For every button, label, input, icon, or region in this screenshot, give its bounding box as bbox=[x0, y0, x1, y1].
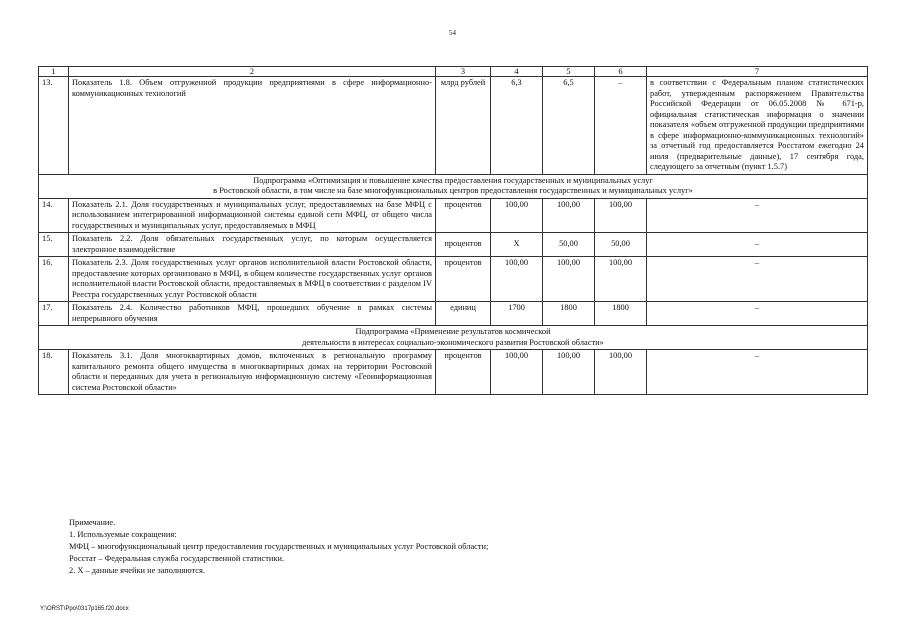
note-cell: – bbox=[647, 257, 868, 302]
table-row bbox=[39, 302, 868, 326]
indicator-name: Показатель 1.8. Объем отгруженной продукции предприятиями в сфере информационно-коммуникационных технологий bbox=[69, 77, 436, 175]
value-cell: 1800 bbox=[595, 302, 647, 326]
abbreviation-item: Росстат – Федеральная служба государственной статистики. bbox=[69, 554, 285, 563]
subprogram-title: Подпрограмма «Применение результатов космической деятельности в интересах социально-экономического развития Ростовской области» bbox=[39, 326, 868, 350]
indicator-name: Показатель 3.1. Доля многоквартирных домов, включенных в региональную программу капитального ремонта общего имущества в многоквартирных домах на территории Ростовской области и переданных для учета в региональную информационную систему «Геоинформационная система Ростовской области» bbox=[69, 350, 436, 395]
indicator-name: Показатель 2.1. Доля государственных и муниципальных услуг, предоставляемых на базе МФЦ с использованием интегрированной информационной системы единой сети МФЦ, от общего числа государственных и муниципальных услуг, предоставляемых в МФЦ bbox=[69, 198, 436, 233]
value-cell: 1800 bbox=[543, 302, 595, 326]
indicator-name: Показатель 2.2. Доля обязательных государственных услуг, по которым осуществляется электронное взаимодействие bbox=[69, 233, 436, 257]
value-cell: 1700 bbox=[491, 302, 543, 326]
value-cell: – bbox=[595, 77, 647, 175]
header-cell: 3 bbox=[436, 67, 491, 77]
table-row bbox=[39, 350, 868, 395]
value-cell: 100,00 bbox=[491, 198, 543, 233]
row-number: 15. bbox=[39, 233, 69, 257]
row-number: 18. bbox=[39, 350, 69, 395]
value-cell: 6,5 bbox=[543, 77, 595, 175]
table-row bbox=[39, 257, 868, 302]
value-cell: Х bbox=[491, 233, 543, 257]
row-number: 14. bbox=[39, 198, 69, 233]
value-cell: 100,00 bbox=[543, 350, 595, 395]
table-row bbox=[39, 77, 868, 175]
header-cell: 4 bbox=[491, 67, 543, 77]
table-row bbox=[39, 198, 868, 233]
note-cell: – bbox=[647, 198, 868, 233]
notes-title: Примечание. bbox=[69, 518, 116, 527]
value-cell: 100,00 bbox=[543, 198, 595, 233]
indicators-table bbox=[38, 66, 868, 395]
value-cell: 100,00 bbox=[491, 257, 543, 302]
abbreviation-item: МФЦ – многофункциональный центр предоставления государственных и муниципальных услуг Ростовской области; bbox=[69, 542, 489, 551]
row-number: 13. bbox=[39, 77, 69, 175]
value-cell: 6,3 bbox=[491, 77, 543, 175]
header-cell: 1 bbox=[39, 67, 69, 77]
value-cell: 100,00 bbox=[491, 350, 543, 395]
unit-cell: процентов bbox=[436, 233, 491, 257]
header-cell: 6 bbox=[595, 67, 647, 77]
subprogram-row bbox=[39, 174, 868, 198]
page-number: 54 bbox=[449, 29, 456, 37]
row-number: 17. bbox=[39, 302, 69, 326]
file-path-footer: Y:\ORST\Ppo\0317p165.f20.docx bbox=[40, 606, 129, 612]
value-cell: 100,00 bbox=[543, 257, 595, 302]
table-row bbox=[39, 233, 868, 257]
row-number: 16. bbox=[39, 257, 69, 302]
value-cell: 100,00 bbox=[595, 257, 647, 302]
header-cell: 7 bbox=[647, 67, 868, 77]
unit-cell: процентов bbox=[436, 198, 491, 233]
header-cell: 2 bbox=[69, 67, 436, 77]
subprogram-row bbox=[39, 326, 868, 350]
notes-section bbox=[69, 517, 488, 577]
value-cell: 100,00 bbox=[595, 198, 647, 233]
unit-cell: единиц bbox=[436, 302, 491, 326]
unit-cell: процентов bbox=[436, 350, 491, 395]
header-cell: 5 bbox=[543, 67, 595, 77]
value-cell: 50,00 bbox=[543, 233, 595, 257]
indicator-name: Показатель 2.4. Количество работников МФЦ, прошедших обучение в рамках системы непрерывного обучения bbox=[69, 302, 436, 326]
indicator-name: Показатель 2.3. Доля государственных услуг органов исполнительной власти Ростовской области, предоставление которых организовано в МФЦ, в общем количестве государственных услуг органов исполнительной власти Ростовской области, предоставляемых в МФЦ в соответствии с разделом IV Реестра государственных услуг Ростовской области bbox=[69, 257, 436, 302]
note-cell: в соответствии с Федеральным планом статистических работ, утвержденным распоряжением Правительства Российской Федерации от 06.05.2008 № 671-р, официальная статистическая информация о значении показателя «объем отгруженной продукции предприятиями в сфере информационно-коммуникационных технологий» за отчетный год предоставляется Росстатом ежегодно 24 июля (предварительные данные), 17 сентября года, следующего за отчетным (пункт 1.5.7) bbox=[647, 77, 868, 175]
subprogram-title: Подпрограмма «Оптимизация и повышение качества предоставления государственных и муниципальных услуг в Ростовской области, в том числе на базе многофункциональных центров предоставления государственных и муниципальных услуг» bbox=[39, 174, 868, 198]
unit-cell: процентов bbox=[436, 257, 491, 302]
note-cell: – bbox=[647, 233, 868, 257]
header-row bbox=[39, 67, 868, 77]
note-cell: – bbox=[647, 302, 868, 326]
note-item: 1. Используемые сокращения: bbox=[69, 530, 177, 539]
value-cell: 50,00 bbox=[595, 233, 647, 257]
unit-cell: млрд рублей bbox=[436, 77, 491, 175]
value-cell: 100,00 bbox=[595, 350, 647, 395]
note-cell: – bbox=[647, 350, 868, 395]
note-item: 2. Х – данные ячейки не заполняются. bbox=[69, 566, 205, 575]
